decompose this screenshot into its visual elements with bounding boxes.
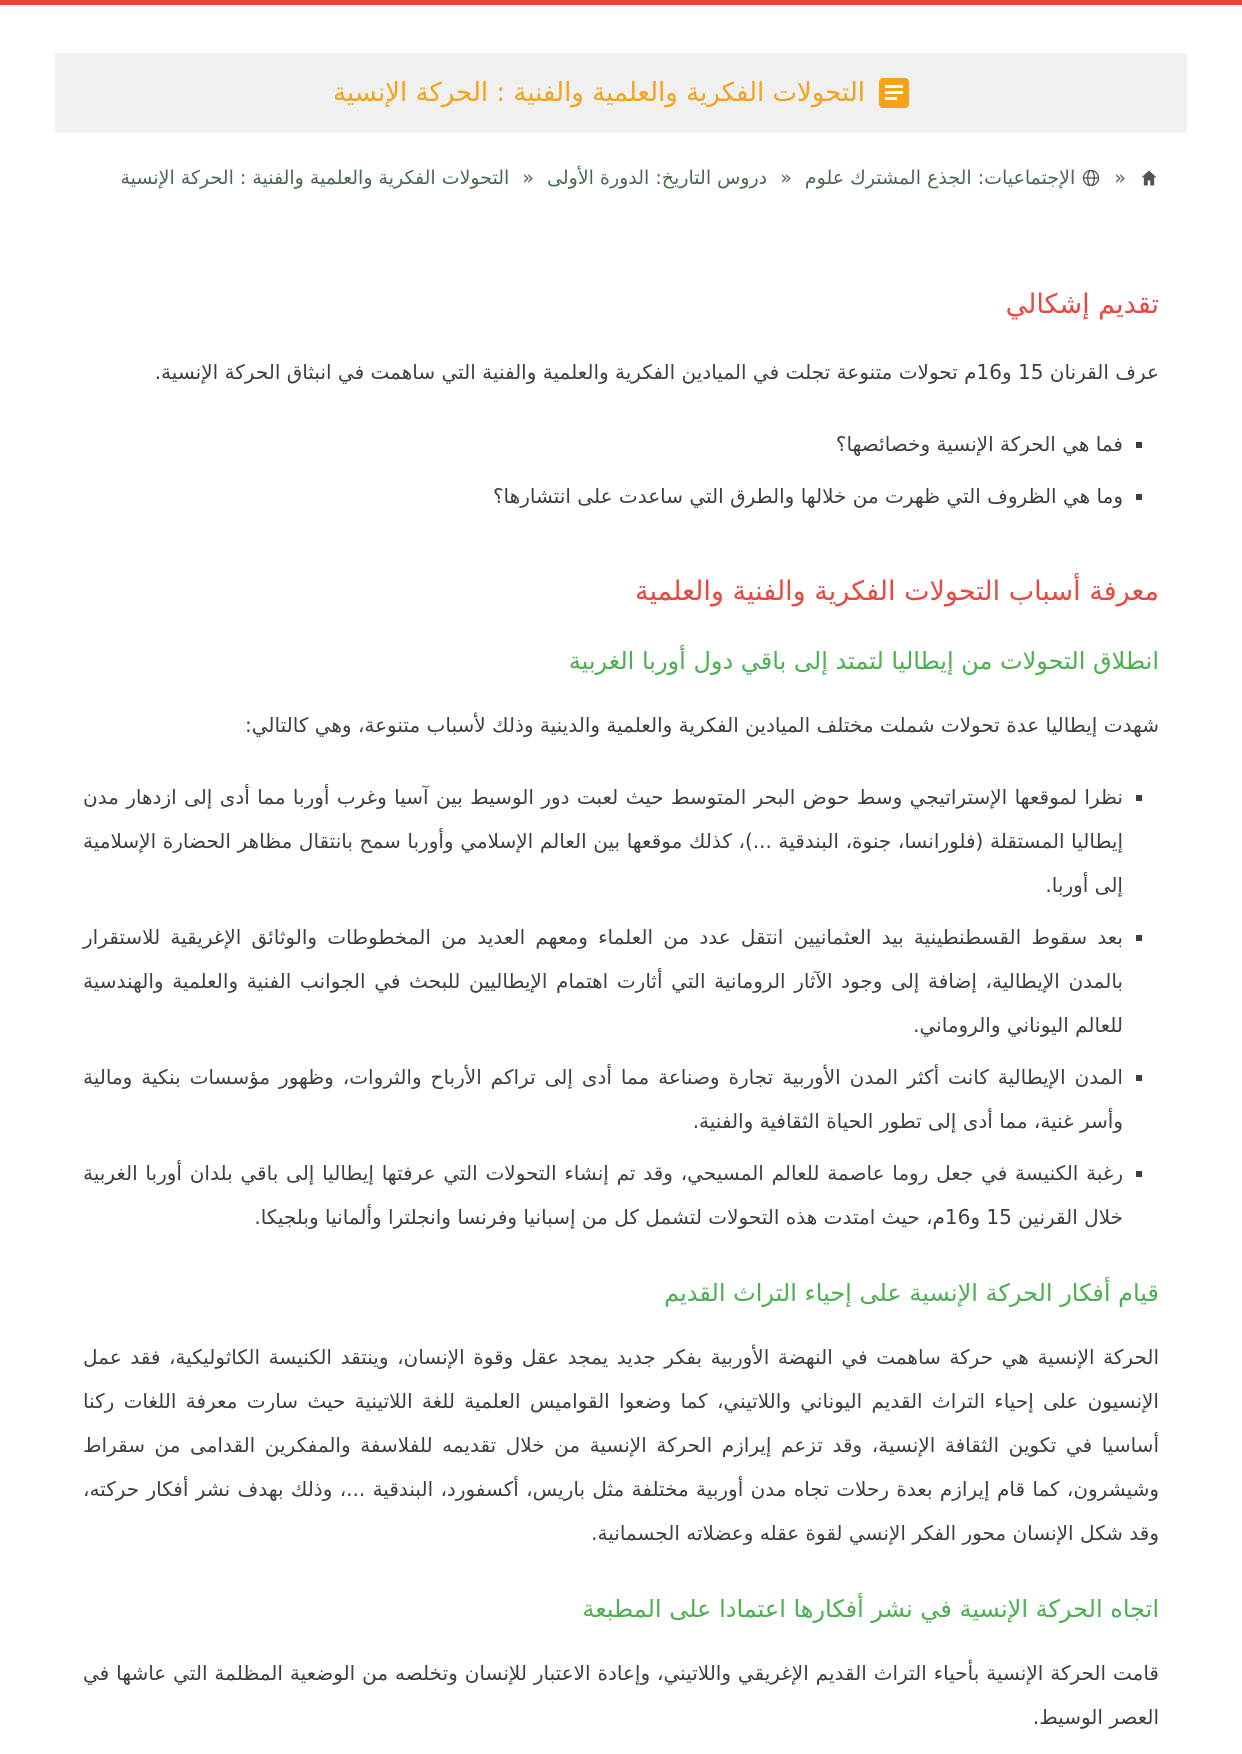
humanism-subheading: قيام أفكار الحركة الإنسية على إحياء التراث القديم: [664, 1279, 1159, 1308]
intro-heading: تقديم إشكالي: [1005, 289, 1159, 321]
intro-paragraph: عرف القرنان 15 و16م تحولات متنوعة تجلت في الميادين الفكرية والعلمية والفنية التي ساهمت في انبثاق الحركة الإنسية.: [154, 360, 1159, 385]
home-link[interactable]: [1133, 167, 1159, 189]
page-container: [55, 53, 1187, 1739]
breadcrumb-link-course[interactable]: دروس التاريخ: الدورة الأولى: [547, 167, 768, 190]
list-item: ▪ بعد سقوط القسطنطينية بيد العثمانيين انتقل عدد من العلماء ومعهم العديد من المخطوطات والوثائق الإغريقية للاستقرار بالمدن الإيطالية، إضافة إلى وجود الآثار الرومانية التي أثارت اهتمام الإيطاليين للبحث في الجوانب الفنية والعلمية والهندسية للعالم اليوناني والروماني.: [83, 915, 1123, 1047]
home-icon: [1139, 168, 1159, 188]
breadcrumb-separator: «: [1114, 167, 1126, 190]
list-item: ▪ نظرا لموقعها الإستراتيجي وسط حوض البحر المتوسط حيث لعبت دور الوسيط بين آسيا وغرب أوربا مما أدى إلى ازدهار مدن إيطاليا المستقلة (فلورانسا، جنوة، البندقية ...)، كذلك موقعها بين العالم الإسلامي وأوربا سمح بانتقال مظاهر الحضارة الإسلامية إلى أوربا.: [83, 775, 1123, 907]
italy-subheading: انطلاق التحولات من إيطاليا لتمتد إلى باقي دول أوربا الغربية: [568, 647, 1159, 676]
breadcrumb-separator: «: [780, 167, 792, 190]
globe-icon: [1081, 168, 1101, 188]
list-item: ▪ المدن الإيطالية كانت أكثر المدن الأوربية تجارة وصناعة مما أدى إلى تراكم الأرباح والثروات، وظهور مؤسسات بنكية ومالية وأسر غنية، مما أدى إلى تطور الحياة الثقافية والفنية.: [83, 1055, 1123, 1143]
italy-paragraph: شهدت إيطاليا عدة تحولات شملت مختلف الميادين الفكرية والعلمية والدينية وذلك لأسباب متنوعة، وهي كالتالي:: [245, 713, 1159, 738]
humanism-paragraph: الحركة الإنسية هي حركة ساهمت في النهضة الأوربية بفكر جديد يمجد عقل وقوة الإنسان، وينتقد الكنيسة الكاثوليكية، فقد عمل الإنسيون على إحياء التراث القديم اليوناني واللاتيني، كما وضعوا القواميس العلمية للغة اللاتينية حيث سارت معرفة اللغات ركنا أساسيا في تكوين الثقافة الإنسية، وقد تزعم إيرازم الحركة الإنسية من خلال تقديمه للفلاسفة والمفكرين القدامى من سقراط وشيشرون، كما قام إيرازم بعدة رحلات تجاه مدن أوربية مختلفة مثل باريس، أكسفورد، البندقية ...، وذلك بهدف نشر أفكار حركته، وقد شكل الإنسان محور الفكر الإنسي لقوة عقله وعضلاته الجسمانية.: [83, 1345, 1159, 1546]
causes-heading: معرفة أسباب التحولات الفكرية والفنية والعلمية: [634, 576, 1159, 608]
list-item: ▪ فما هي الحركة الإنسية وخصائصها؟: [83, 422, 1123, 466]
page-title: التحولات الفكرية والعلمية والفنية : الحركة الإنسية: [332, 78, 866, 108]
printing-subheading: اتجاه الحركة الإنسية في نشر أفكارها اعتمادا على المطبعة: [582, 1595, 1159, 1624]
article-content: [55, 289, 1187, 1739]
breadcrumb-current: التحولات الفكرية والعلمية والفنية : الحركة الإنسية: [120, 167, 510, 190]
breadcrumb-label-subject: الإجتماعيات: الجذع المشترك علوم: [804, 167, 1076, 190]
breadcrumb-link-subject[interactable]: [799, 167, 1101, 189]
list-item: ▪ رغبة الكنيسة في جعل روما عاصمة للعالم المسيحي، وقد تم إنشاء التحولات التي عرفتها إيطاليا إلى باقي بلدان أوربا الغربية خلال القرنين 15 و16م، حيث امتدت هذه التحولات لتشمل كل من إسبانيا وفرنسا وانجلترا وألمانيا وبلجيكا.: [83, 1151, 1123, 1239]
list-item: ▪ وما هي الظروف التي ظهرت من خلالها والطرق التي ساعدت على انتشارها؟: [83, 474, 1123, 518]
top-accent-bar: [0, 0, 1242, 5]
intro-question-list: [83, 422, 1159, 518]
printing-paragraph: قامت الحركة الإنسية بأحياء التراث القديم الإغريقي واللاتيني، وإعادة الاعتبار للإنسان وتخلصه من الوضعية المظلمة التي عاشها في العصر الوسيط.: [83, 1661, 1159, 1730]
breadcrumb: [83, 159, 1159, 197]
page-header: [55, 53, 1187, 133]
italy-reason-list: [83, 775, 1159, 1239]
breadcrumb-separator: «: [522, 167, 534, 190]
article-icon: [879, 78, 909, 108]
